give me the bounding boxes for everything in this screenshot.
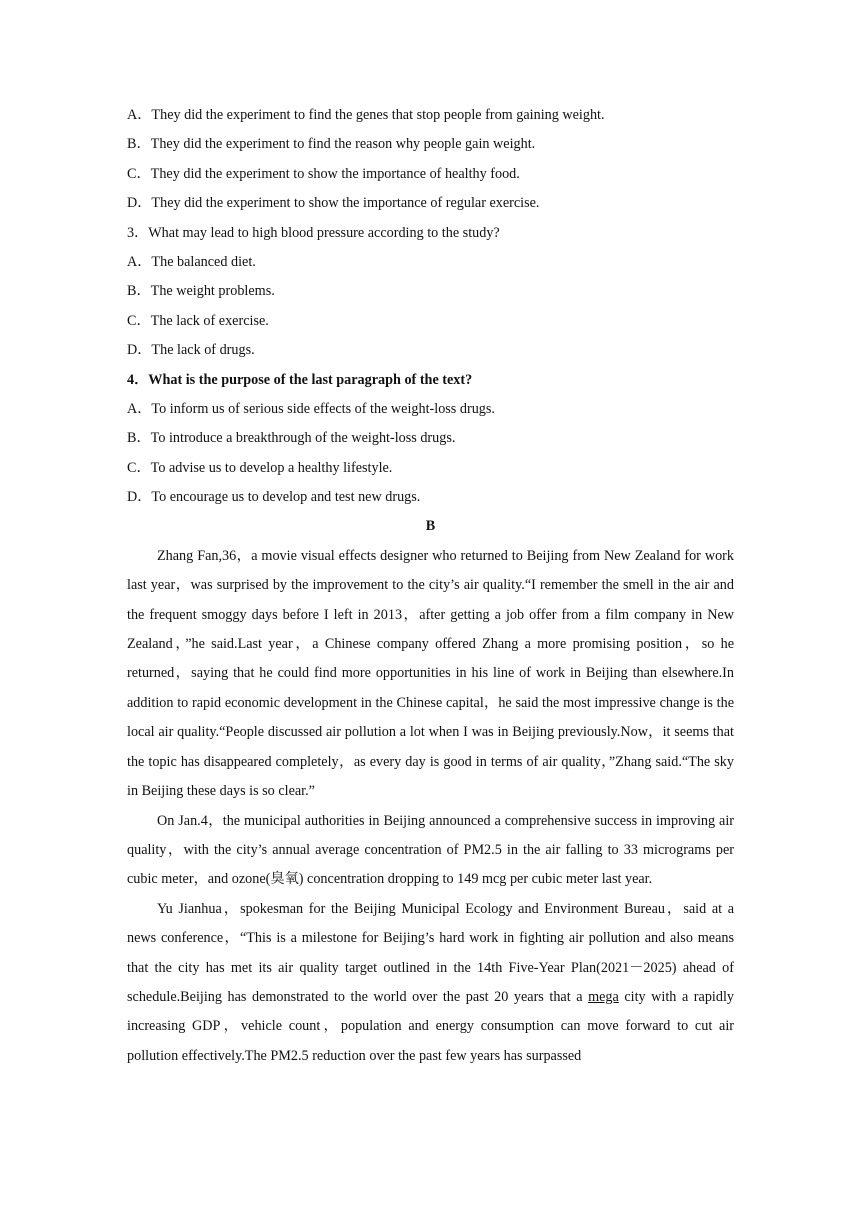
option-2a: A．They did the experiment to find the genes that stop people from gaining weight. [127,107,605,123]
option-4c: C．To advise us to develop a healthy lifestyle. [127,459,393,476]
option-3c: C．The lack of exercise. [127,312,269,329]
paragraph-3-text-after: city with a rapidly increasing GDP，vehicle count，population and energy consumption can move forward to cut air pollution effectively.The PM2.5 reduction over the past few years has surpassed [127,988,734,1064]
option-3d: D．The lack of drugs. [127,342,255,359]
underlined-word: mega [588,988,619,1005]
paragraph-1: Zhang Fan,36，a movie visual effects designer who returned to Beijing from New Zealand for work last year，was surprised by the improvement to the city’s air quality.“I remember the smell in the air and the frequent smoggy days before I left in 2013，after getting a job offer from a film company in New Zealand，”he said.Last year，a Chinese company offered Zhang a more promising position，so he returned，saying that he could find more opportunities in his line of work in Beijing than elsewhere.In addition to rapid economic development in the Chinese capital，he said the most impressive change is the local air quality.“People discussed air pollution a lot when I was in Beijing previously.Now，it seems that the topic has disappeared completely，as every day is good in terms of air quality，”Zhang said.“The sky in Beijing these days is so clear.” [127,547,734,800]
page-content [127,101,734,1071]
option-4d: D．To encourage us to develop and test new drugs. [127,489,421,506]
question-4-stem: 4．What is the purpose of the last paragraph of the text? [127,371,473,388]
option-2d: D．They did the experiment to show the importance of regular exercise. [127,195,540,212]
section-heading: B [425,518,436,535]
option-2b: B．They did the experiment to find the reason why people gain weight. [127,136,536,153]
paragraph-3-text-before: Yu Jianhua，spokesman for the Beijing Municipal Ecology and Environment Bureau，said at a news conference，“This is a milestone for Beijing’s hard work in fighting air pollution and also means that the city has met its air quality target outlined in the 14th Five-Year Plan(2021－2025) ahead of schedule.Beijing has demonstrated to the world over the past 20 years that a [127,900,734,1005]
option-4b: B．To introduce a breakthrough of the weight-loss drugs. [127,430,456,447]
option-2c: C．They did the experiment to show the importance of healthy food. [127,165,520,182]
option-3a: A．The balanced diet. [127,253,256,270]
paragraph-2: On Jan.4，the municipal authorities in Beijing announced a comprehensive success in improving air quality，with the city’s annual average concentration of PM2.5 in the air falling to 33 micrograms per cubic meter，and ozone(臭氧) concentration dropping to 149 mcg per cubic meter last year. [127,812,734,888]
option-3b: B．The weight problems. [127,283,275,300]
question-3-stem: 3．What may lead to high blood pressure according to the study? [127,224,500,241]
paragraph-3 [127,895,734,1071]
option-4a: A．To inform us of serious side effects of the weight-loss drugs. [127,400,495,417]
